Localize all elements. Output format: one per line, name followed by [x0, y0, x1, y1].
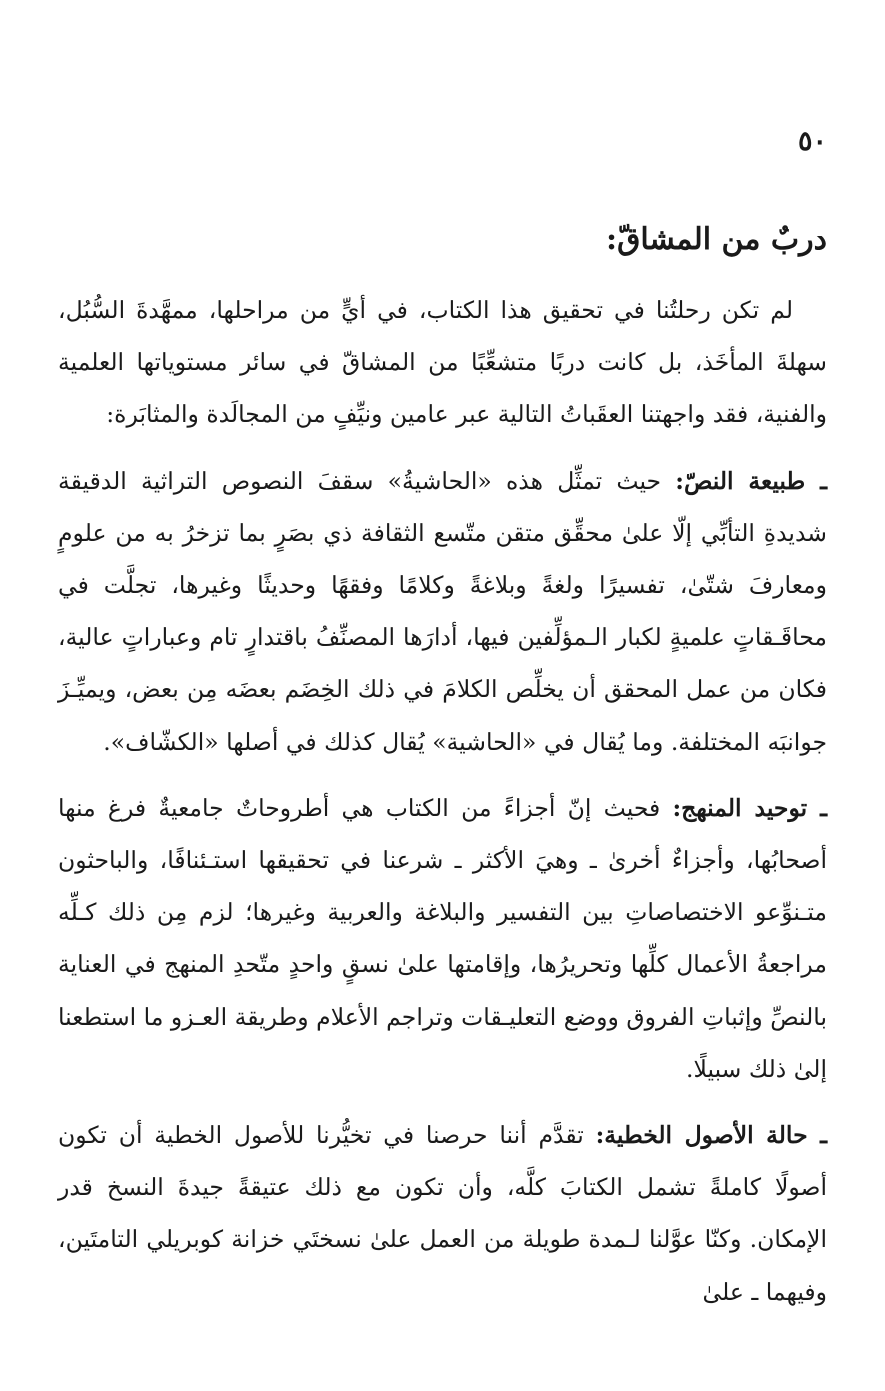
paragraph-lead: ـ حالة الأصول الخطية:: [595, 1121, 827, 1150]
paragraph-text-nature: [58, 455, 827, 768]
paragraph-method-unification: [58, 782, 827, 1095]
paragraph-intro: [58, 284, 827, 441]
paragraph-lead: ـ توحيد المنهج:: [672, 793, 827, 822]
paragraph-text: لم تكن رحلتُنا في تحقيق هذا الكتاب، في أيٍّ من مراحلها، ممهَّدةَ السُّبُل، سهلةَ المأخَذ، بل كانت دربًا متشعِّبًا من المشاقّ في سائر مستوياتها العلمية والفنية، فقد واجهتنا العقَباتُ التالية عبر عامين ونيِّفٍ من المجالَدة والمثابَرة:: [58, 296, 827, 429]
paragraph-text: حيث تمثِّل هذه «الحاشيةُ» سقفَ النصوص التراثية الدقيقة شديدةِ التأبِّي إلّا علىٰ محقِّق متقن متّسع الثقافة ذي بصَرٍ بما تزخرُ به من علومٍ ومعارفَ شتّىٰ، تفسيرًا ولغةً وبلاغةً وكلامًا وفقهًا وحديثًا وغيرها، تجلَّت في محاقَـقاتٍ علميةٍ لكبار الـمؤلِّفين فيها، أدارَها المصنِّفُ باقتدارٍ تام وعباراتٍ عالية، فكان من عمل المحقق أن يخلِّص الكلامَ في ذلك الخِضَم بعضَه مِن بعض، ويميِّـزَ جوانبَه المختلفة. وما يُقال في «الحاشية» يُقال كذلك في أصلها «الكشّاف».: [58, 466, 827, 756]
page-body: [58, 214, 827, 1332]
paragraph-manuscripts: [58, 1109, 827, 1318]
paragraph-lead: ـ طبيعة النصّ:: [675, 466, 827, 495]
paragraph-text: فحيث إنّ أجزاءً من الكتاب هي أطروحاتٌ جامعيةٌ فرغ منها أصحابُها، وأجزاءٌ أخرىٰ ـ وهيَ الأكثر ـ شرعنا في تحقيقها استـئنافًا، والباحثون متـنوِّعو الاختصاصاتِ بين التفسير والبلاغة والعربية وغيرها؛ لزم مِن ذلك كـلِّه مراجعةُ الأعمال كلِّها وتحريرُها، وإقامتها علىٰ نسقٍ واحدٍ متّحدِ المنهج في العناية بالنصِّ وإثباتِ الفروق ووضع التعليـقات وتراجم الأعلام وطريقة العـزو ما استطعنا إلىٰ ذلك سبيلًا.: [58, 793, 827, 1083]
page-number: ٥٠: [797, 126, 827, 157]
paragraph-text: تقدَّم أننا حرصنا في تخيُّرنا للأصول الخطية أن تكون أصولًا كاملةً تشمل الكتابَ كلَّه، وأن تكون مع ذلك عتيقةً جيدةَ النسخ قدر الإمكان. وكنّا عوَّلنا لـمدة طويلة من العمل علىٰ نسختَي خزانة كوبريلي التامتَين، وفيهما ـ علىٰ: [58, 1121, 827, 1306]
section-heading: دربٌ من المشاقّ:: [606, 222, 827, 257]
